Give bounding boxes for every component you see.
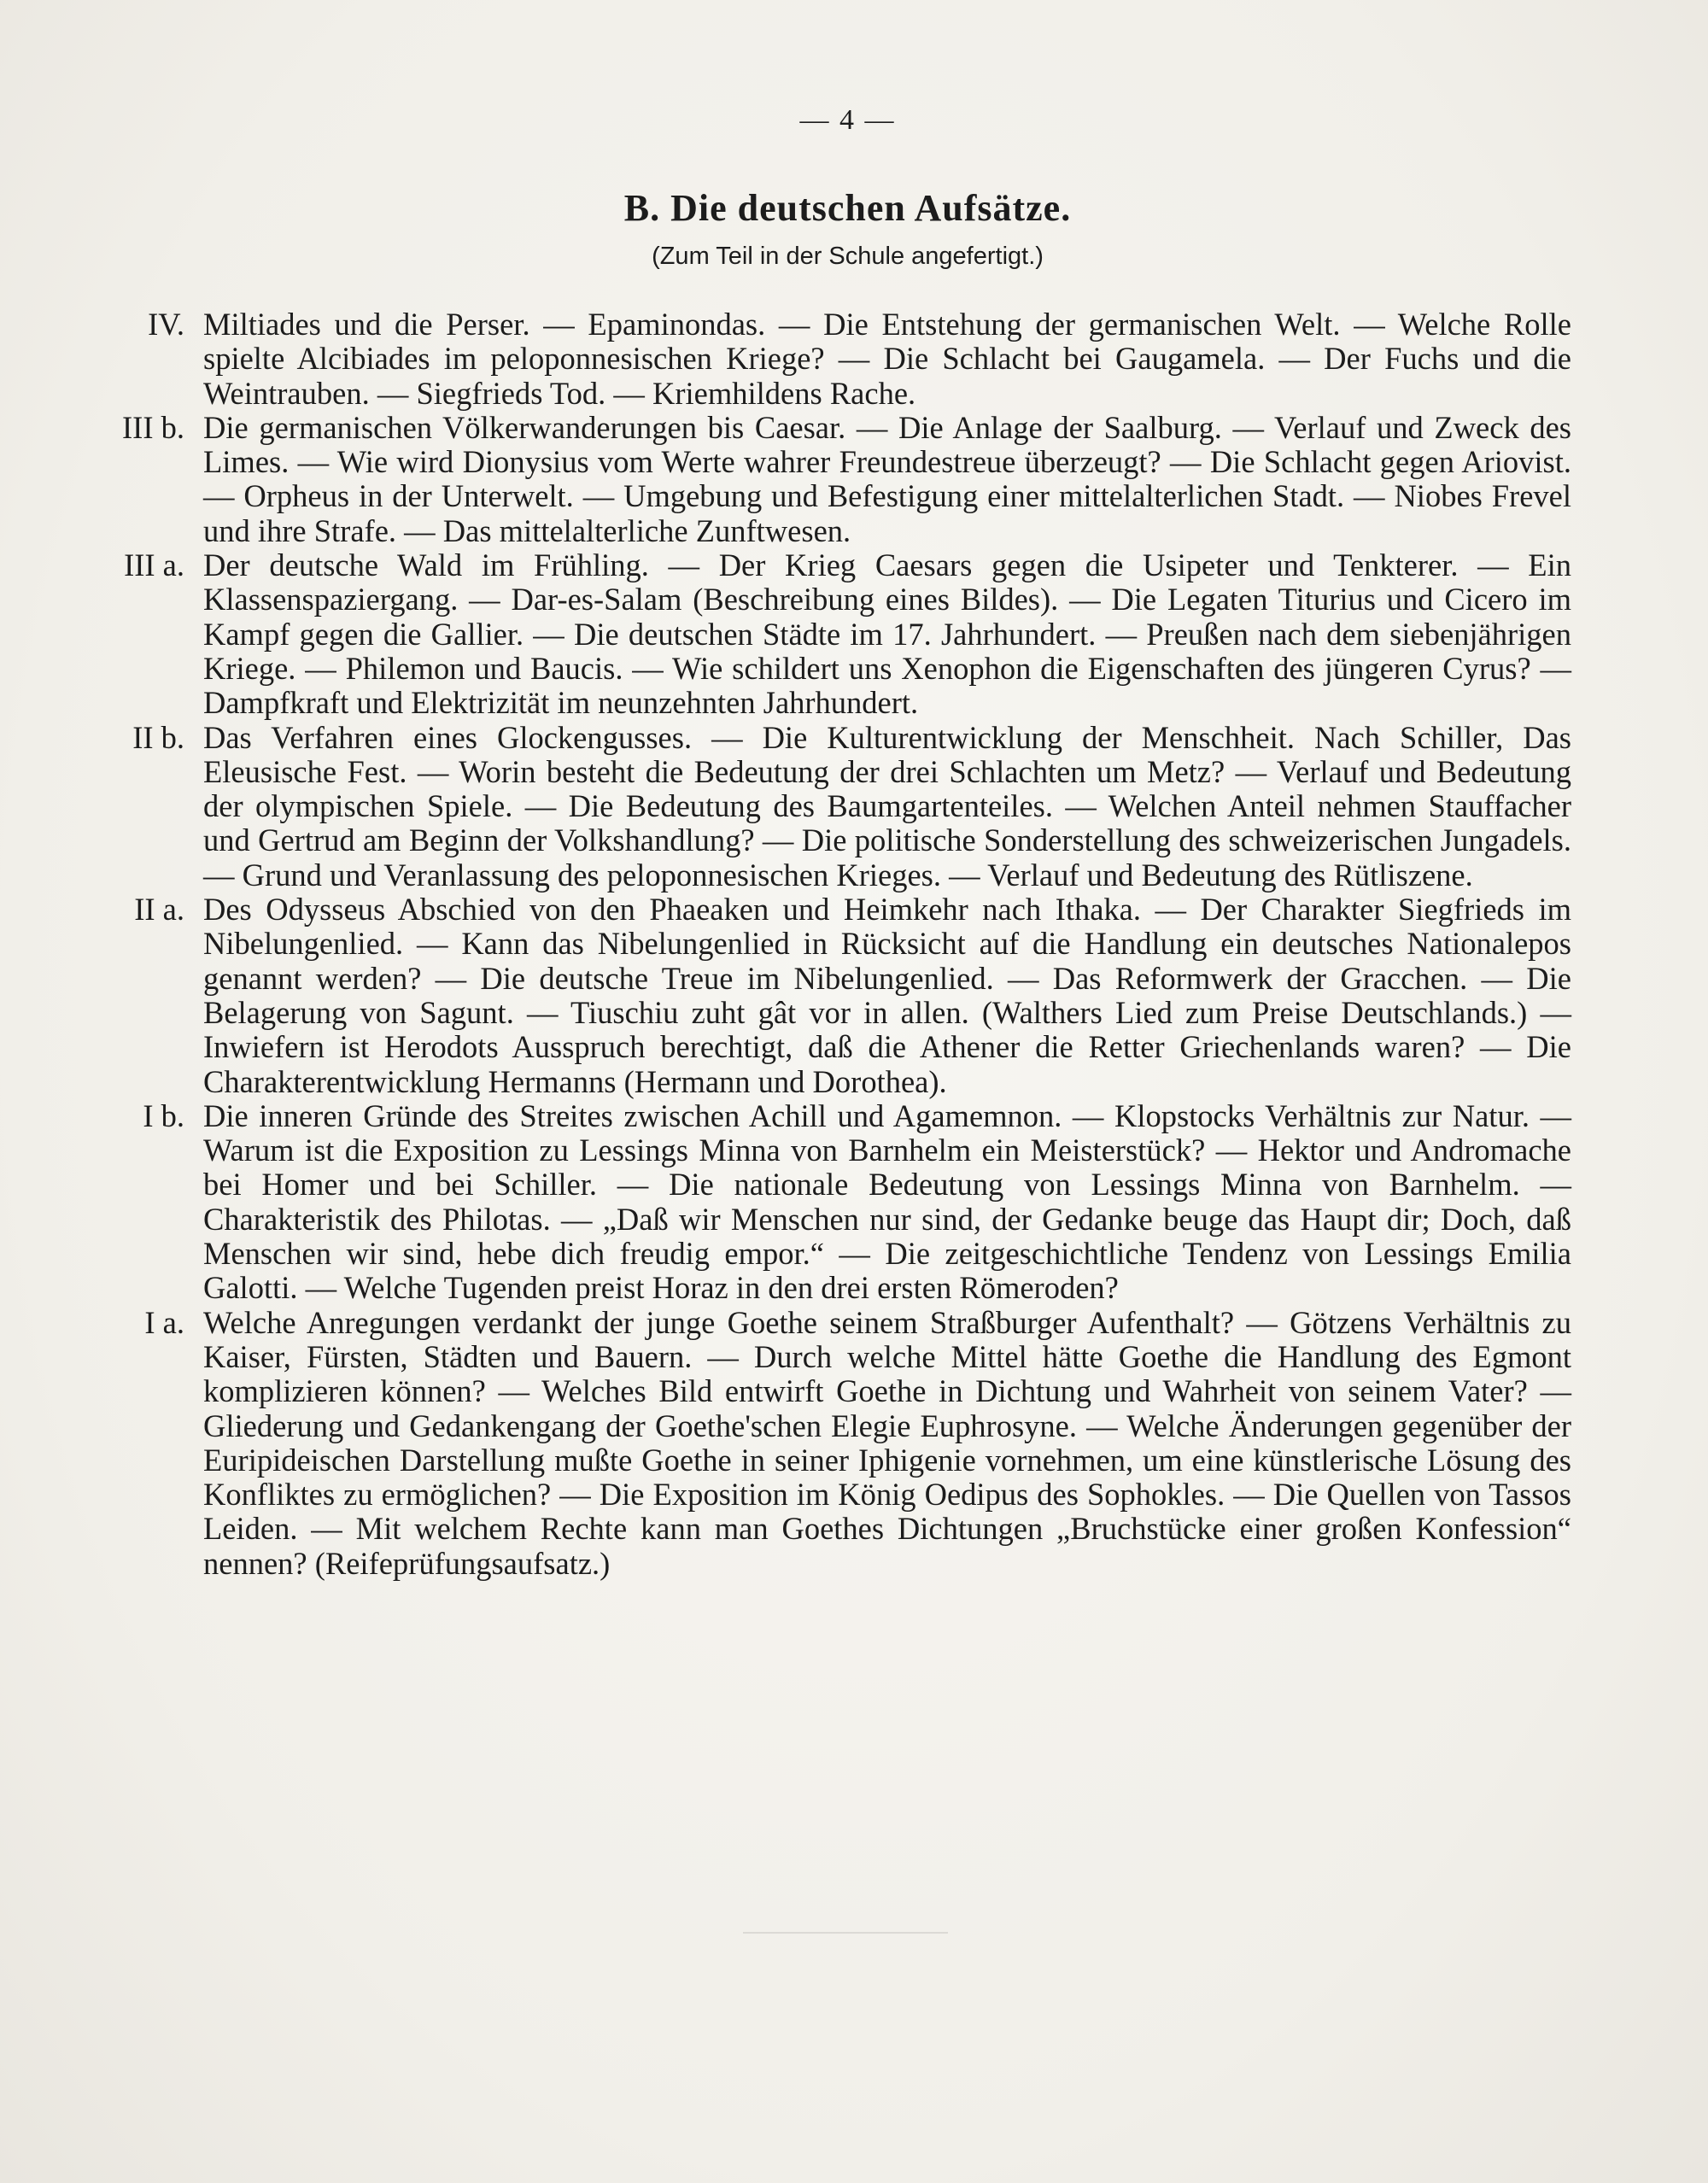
- essay-topics: Das Verfahren eines Glockengusses. — Die Kulturentwicklung der Menschheit. Nach Schiller, Das Eleusische Fest. — Worin besteht die Bedeutung der drei Schlachten um Metz? — Verlauf und Bedeutung der olympischen Spiele. — Die Bedeutung des Baumgartenteiles. — Welchen Anteil nehmen Stauffacher und Gertrud am Beginn der Volkshandlung? — Die politische Sonderstellung des schweizerischen Jungadels. — Grund und Veranlassung des peloponnesischen Krieges. — Verlauf und Bedeutung des Rütliszene.: [203, 719, 1571, 893]
- essay-topics: Die inneren Gründe des Streites zwischen Achill und Agamemnon. — Klopstocks Verhältnis zur Natur. — Warum ist die Exposition zu Lessings Minna von Barnhelm ein Meisterstück? — Hektor und Andromache bei Homer und bei Schiller. — Die nationale Bedeutung von Lessings Minna von Barnhelm. — Charakteristik des Philotas. — „Daß wir Menschen nur sind, der Gedanke beuge das Haupt dir; Doch, daß Menschen wir sind, hebe dich freudig empor.“ — Die zeitgeschichtliche Tendenz von Lessings Emilia Galotti. — Welche Tugenden preist Horaz in den drei ersten Römeroden?: [203, 1097, 1571, 1306]
- grade-label: I a.: [144, 1304, 184, 1340]
- essay-entry-iib: [102, 721, 1571, 893]
- grade-label: III b.: [122, 409, 184, 445]
- essay-entry-iia: [102, 893, 1571, 1099]
- essay-entry-ia: [102, 1306, 1571, 1581]
- essay-topics: Miltiades und die Perser. — Epaminondas. — Die Entstehung der germanischen Welt. — Welche Rolle spielte Alcibiades im peloponnesischen Kriege? — Die Schlacht bei Gaugamela. — Der Fuchs und die Weintrauben. — Siegfrieds Tod. — Kriemhildens Rache.: [203, 307, 1571, 411]
- essay-topics: Welche Anregungen verdankt der junge Goethe seinem Straßburger Aufenthalt? — Götzens Verhältnis zu Kaiser, Fürsten, Städten und Bauern. — Durch welche Mittel hätte Goethe die Handlung des Egmont komplizieren können? — Welches Bild entwirft Goethe in Dichtung und Wahrheit von seinem Vater? — Gliederung und Gedankengang der Goethe'schen Elegie Euphrosyne. — Welche Änderungen gegenüber der Euripideischen Darstellung mußte Goethe in seiner Iphigenie vornehmen, um eine künstlerische Lösung des Konfliktes zu ermöglichen? — Die Exposition im König Oedipus des Sophokles. — Die Quellen von Tassos Leiden. — Mit welchem Rechte kann man Goethes Dichtungen „Bruchstücke einer großen Konfession“ nennen? (Reifeprüfungsaufsatz.): [203, 1304, 1571, 1581]
- grade-label: I b.: [143, 1097, 184, 1133]
- essay-entry-iiib: [102, 411, 1571, 548]
- essay-entry-iv: [102, 307, 1571, 411]
- essay-topics: Die germanischen Völkerwanderungen bis Caesar. — Die Anlage der Saalburg. — Verlauf und Zweck des Limes. — Wie wird Dionysius vom Werte wahrer Freundestreue überzeugt? — Die Schlacht gegen Ariovist. — Orpheus in der Unterwelt. — Umgebung und Befestigung einer mittelalterlichen Stadt. — Niobes Frevel und ihre Strafe. — Das mittelalterliche Zunftwesen.: [203, 409, 1571, 548]
- section-heading: B. Die deutschen Aufsätze.: [623, 187, 1072, 229]
- essay-topics: Des Odysseus Abschied von den Phaeaken und Heimkehr nach Ithaka. — Der Charakter Siegfrieds im Nibelungenlied. — Kann das Nibelungenlied in Rücksicht auf die Handlung ein deutsches Nationalepos genannt werden? — Die deutsche Treue im Nibelungenlied. — Das Reformwerk der Gracchen. — Die Belagerung von Sagunt. — Tiuschiu zuht gât vor in allen. (Walthers Lied zum Preise Deutschlands.) — Inwiefern ist Herodots Ausspruch berechtigt, daß die Athener die Retter Griechenlands waren? — Die Charakterentwicklung Hermanns (Hermann und Dorothea).: [203, 892, 1571, 1099]
- bleed-through-rule: [743, 1932, 948, 1934]
- page-number: — 4 —: [799, 104, 896, 136]
- essay-entry-iiia: [102, 548, 1571, 720]
- essay-topics: Der deutsche Wald im Frühling. — Der Krieg Caesars gegen die Usipeter und Tenkterer. — Ein Klassenspaziergang. — Dar-es-Salam (Beschreibung eines Bildes). — Die Legaten Titurius und Cicero im Kampf gegen die Gallier. — Die deutschen Städte im 17. Jahrhundert. — Preußen nach dem siebenjährigen Kriege. — Philemon und Baucis. — Wie schildert uns Xenophon die Eigenschaften des jüngeren Cyrus? — Dampfkraft und Elektrizität im neunzehnten Jahrhundert.: [203, 547, 1571, 721]
- section-subheading: (Zum Teil in der Schule angefertigt.): [652, 243, 1044, 270]
- grade-label: II a.: [134, 892, 184, 928]
- essay-entry-ib: [102, 1099, 1571, 1306]
- essay-list: [102, 307, 1571, 1581]
- grade-label: III a.: [124, 547, 184, 583]
- grade-label: II b.: [132, 719, 184, 755]
- grade-label: IV.: [148, 307, 184, 342]
